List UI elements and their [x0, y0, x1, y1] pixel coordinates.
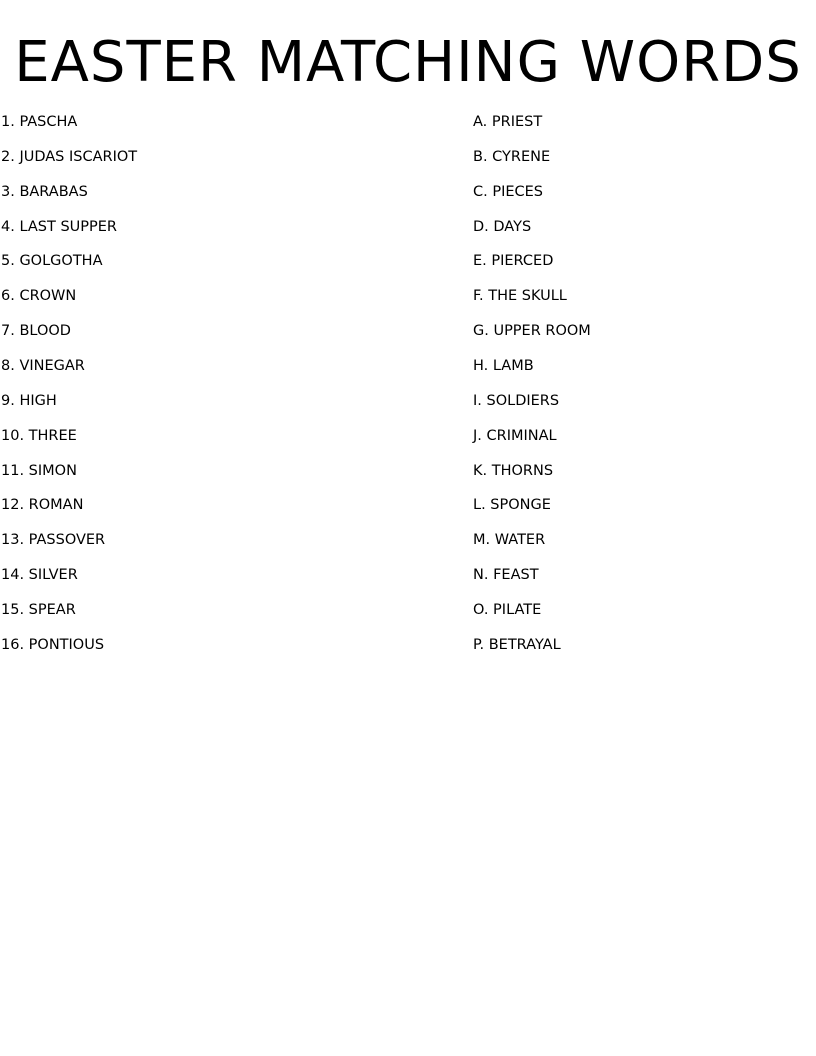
match-item: J. CRIMINAL — [473, 427, 557, 444]
match-item: C. PIECES — [473, 183, 544, 200]
term-item: 8. VINEGAR — [1, 358, 85, 375]
term-item: 15. SPEAR — [1, 602, 76, 619]
term-item: 12. ROMAN — [1, 497, 84, 514]
worksheet-title: EASTER MATCHING WORDS — [14, 30, 802, 95]
term-item: 13. PASSOVER — [1, 532, 106, 549]
term-item: 4. LAST SUPPER — [1, 218, 117, 235]
term-item: 14. SILVER — [1, 567, 78, 584]
match-item: L. SPONGE — [473, 497, 551, 514]
term-item: 3. BARABAS — [1, 183, 88, 200]
terms-column — [1, 111, 137, 669]
match-item: B. CYRENE — [473, 148, 551, 165]
match-item: O. PILATE — [473, 602, 542, 619]
match-item: K. THORNS — [473, 462, 554, 479]
match-item: M. WATER — [473, 532, 546, 549]
term-item: 11. SIMON — [1, 462, 77, 479]
match-item: P. BETRAYAL — [473, 636, 561, 653]
term-item: 2. JUDAS ISCARIOT — [1, 148, 138, 165]
match-item: G. UPPER ROOM — [473, 323, 591, 340]
term-item: 16. PONTIOUS — [1, 636, 105, 653]
term-item: 6. CROWN — [1, 288, 77, 305]
match-item: A. PRIEST — [473, 114, 543, 130]
matches-column — [473, 111, 591, 669]
term-item: 9. HIGH — [1, 392, 57, 409]
term-item: 5. GOLGOTHA — [1, 253, 103, 270]
term-item: 1. PASCHA — [1, 114, 78, 130]
match-item: N. FEAST — [473, 567, 539, 584]
match-item: E. PIERCED — [473, 253, 554, 270]
match-item: F. THE SKULL — [473, 288, 567, 305]
term-item: 7. BLOOD — [1, 323, 71, 340]
match-item: H. LAMB — [473, 358, 534, 375]
match-item: I. SOLDIERS — [473, 392, 560, 409]
match-item: D. DAYS — [473, 218, 532, 235]
term-item: 10. THREE — [1, 427, 77, 444]
